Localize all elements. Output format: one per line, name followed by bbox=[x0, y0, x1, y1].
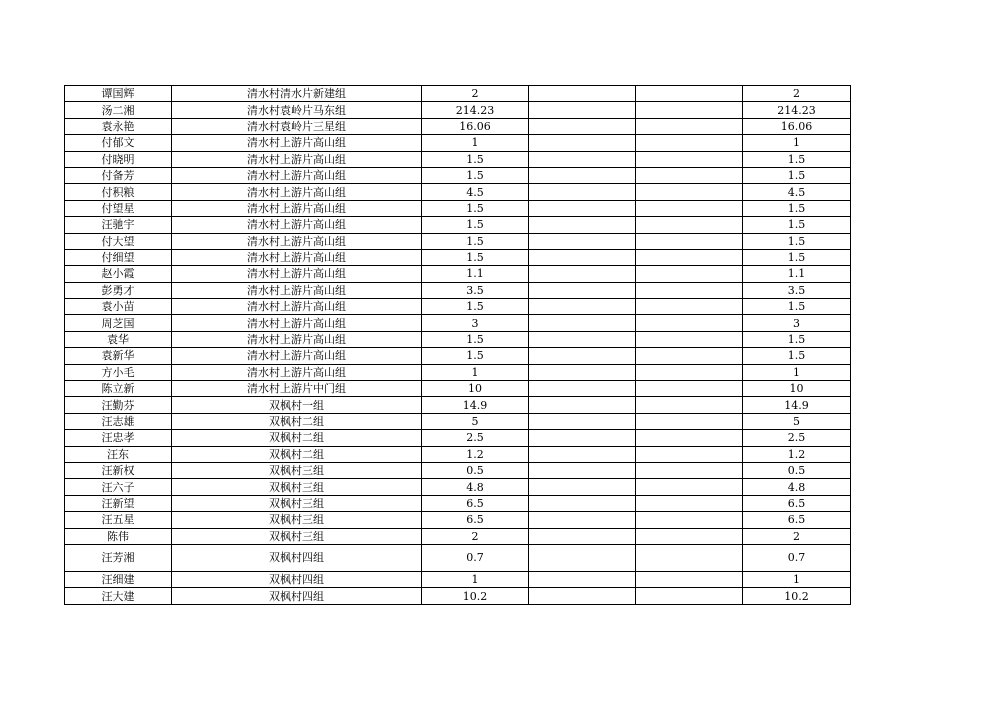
empty-cell bbox=[529, 184, 636, 200]
empty-cell bbox=[636, 118, 743, 134]
table-row bbox=[65, 479, 851, 495]
total-cell: 1 bbox=[743, 364, 851, 380]
value-cell: 6.5 bbox=[422, 512, 529, 528]
value-cell: 3.5 bbox=[422, 282, 529, 298]
name-cell: 付备芳 bbox=[65, 167, 172, 183]
name-cell: 汪忠孝 bbox=[65, 430, 172, 446]
name-cell: 汪五星 bbox=[65, 512, 172, 528]
location-cell: 双枫村四组 bbox=[172, 571, 422, 587]
name-cell: 赵小霞 bbox=[65, 266, 172, 282]
total-cell: 1.5 bbox=[743, 217, 851, 233]
empty-cell bbox=[529, 588, 636, 604]
empty-cell bbox=[529, 397, 636, 413]
table-row bbox=[65, 348, 851, 364]
value-cell: 5 bbox=[422, 413, 529, 429]
name-cell: 汪芳湘 bbox=[65, 544, 172, 571]
total-cell: 5 bbox=[743, 413, 851, 429]
name-cell: 汪细建 bbox=[65, 571, 172, 587]
name-cell: 付细望 bbox=[65, 249, 172, 265]
table-row bbox=[65, 86, 851, 102]
table-row bbox=[65, 315, 851, 331]
total-cell: 1.5 bbox=[743, 331, 851, 347]
table-row bbox=[65, 495, 851, 511]
value-cell: 1.5 bbox=[422, 299, 529, 315]
name-cell: 汪新望 bbox=[65, 495, 172, 511]
total-cell: 1.5 bbox=[743, 151, 851, 167]
empty-cell bbox=[529, 544, 636, 571]
location-cell: 双枫村三组 bbox=[172, 495, 422, 511]
total-cell: 214.23 bbox=[743, 102, 851, 118]
empty-cell bbox=[636, 446, 743, 462]
empty-cell bbox=[529, 462, 636, 478]
value-cell: 0.7 bbox=[422, 544, 529, 571]
total-cell: 0.7 bbox=[743, 544, 851, 571]
table-row bbox=[65, 381, 851, 397]
value-cell: 16.06 bbox=[422, 118, 529, 134]
empty-cell bbox=[529, 135, 636, 151]
total-cell: 4.8 bbox=[743, 479, 851, 495]
location-cell: 清水村上游片高山组 bbox=[172, 299, 422, 315]
empty-cell bbox=[636, 348, 743, 364]
empty-cell bbox=[636, 135, 743, 151]
total-cell: 10.2 bbox=[743, 588, 851, 604]
empty-cell bbox=[636, 544, 743, 571]
value-cell: 1.5 bbox=[422, 217, 529, 233]
location-cell: 清水村上游片高山组 bbox=[172, 184, 422, 200]
value-cell: 3 bbox=[422, 315, 529, 331]
empty-cell bbox=[529, 430, 636, 446]
total-cell: 1.5 bbox=[743, 348, 851, 364]
location-cell: 清水村上游片高山组 bbox=[172, 266, 422, 282]
total-cell: 10 bbox=[743, 381, 851, 397]
table-row bbox=[65, 151, 851, 167]
value-cell: 10 bbox=[422, 381, 529, 397]
empty-cell bbox=[529, 167, 636, 183]
empty-cell bbox=[529, 495, 636, 511]
name-cell: 付大望 bbox=[65, 233, 172, 249]
name-cell: 汤二湘 bbox=[65, 102, 172, 118]
empty-cell bbox=[636, 364, 743, 380]
empty-cell bbox=[636, 315, 743, 331]
total-cell: 6.5 bbox=[743, 512, 851, 528]
empty-cell bbox=[529, 381, 636, 397]
total-cell: 6.5 bbox=[743, 495, 851, 511]
name-cell: 陈立新 bbox=[65, 381, 172, 397]
empty-cell bbox=[636, 331, 743, 347]
empty-cell bbox=[529, 348, 636, 364]
name-cell: 方小毛 bbox=[65, 364, 172, 380]
table-row bbox=[65, 331, 851, 347]
location-cell: 清水村清水片新建组 bbox=[172, 86, 422, 102]
location-cell: 双枫村三组 bbox=[172, 462, 422, 478]
location-cell: 清水村上游片高山组 bbox=[172, 364, 422, 380]
value-cell: 1.5 bbox=[422, 151, 529, 167]
empty-cell bbox=[529, 528, 636, 544]
location-cell: 清水村上游片高山组 bbox=[172, 200, 422, 216]
empty-cell bbox=[636, 249, 743, 265]
empty-cell bbox=[529, 331, 636, 347]
value-cell: 2.5 bbox=[422, 430, 529, 446]
empty-cell bbox=[636, 282, 743, 298]
table-row bbox=[65, 282, 851, 298]
total-cell: 1.2 bbox=[743, 446, 851, 462]
total-cell: 1 bbox=[743, 135, 851, 151]
empty-cell bbox=[529, 479, 636, 495]
name-cell: 谭国辉 bbox=[65, 86, 172, 102]
empty-cell bbox=[636, 571, 743, 587]
name-cell: 汪志雄 bbox=[65, 413, 172, 429]
table-row bbox=[65, 571, 851, 587]
value-cell: 10.2 bbox=[422, 588, 529, 604]
value-cell: 1.5 bbox=[422, 200, 529, 216]
location-cell: 双枫村三组 bbox=[172, 512, 422, 528]
value-cell: 1.2 bbox=[422, 446, 529, 462]
table-row bbox=[65, 200, 851, 216]
empty-cell bbox=[529, 512, 636, 528]
data-table bbox=[64, 85, 851, 605]
name-cell: 付晓明 bbox=[65, 151, 172, 167]
empty-cell bbox=[529, 315, 636, 331]
name-cell: 付望星 bbox=[65, 200, 172, 216]
empty-cell bbox=[529, 446, 636, 462]
table-row bbox=[65, 588, 851, 604]
location-cell: 清水村上游片中门组 bbox=[172, 381, 422, 397]
total-cell: 3 bbox=[743, 315, 851, 331]
location-cell: 清水村上游片高山组 bbox=[172, 233, 422, 249]
location-cell: 双枫村三组 bbox=[172, 528, 422, 544]
empty-cell bbox=[529, 233, 636, 249]
table-row bbox=[65, 430, 851, 446]
name-cell: 付郁文 bbox=[65, 135, 172, 151]
total-cell: 1.5 bbox=[743, 233, 851, 249]
empty-cell bbox=[529, 217, 636, 233]
name-cell: 汪勤芬 bbox=[65, 397, 172, 413]
value-cell: 1 bbox=[422, 135, 529, 151]
empty-cell bbox=[636, 167, 743, 183]
empty-cell bbox=[636, 217, 743, 233]
table-row bbox=[65, 233, 851, 249]
location-cell: 双枫村二组 bbox=[172, 413, 422, 429]
empty-cell bbox=[636, 430, 743, 446]
name-cell: 汪大建 bbox=[65, 588, 172, 604]
empty-cell bbox=[636, 86, 743, 102]
value-cell: 1 bbox=[422, 364, 529, 380]
name-cell: 汪驰宇 bbox=[65, 217, 172, 233]
table-row bbox=[65, 544, 851, 571]
table-row bbox=[65, 184, 851, 200]
table-row bbox=[65, 364, 851, 380]
empty-cell bbox=[636, 200, 743, 216]
location-cell: 双枫村二组 bbox=[172, 446, 422, 462]
total-cell: 1.5 bbox=[743, 249, 851, 265]
empty-cell bbox=[636, 233, 743, 249]
total-cell: 1.1 bbox=[743, 266, 851, 282]
empty-cell bbox=[636, 495, 743, 511]
name-cell: 彭勇才 bbox=[65, 282, 172, 298]
value-cell: 2 bbox=[422, 86, 529, 102]
value-cell: 4.8 bbox=[422, 479, 529, 495]
value-cell: 1.5 bbox=[422, 167, 529, 183]
name-cell: 袁华 bbox=[65, 331, 172, 347]
total-cell: 1.5 bbox=[743, 167, 851, 183]
total-cell: 1 bbox=[743, 571, 851, 587]
value-cell: 1.5 bbox=[422, 331, 529, 347]
value-cell: 1.5 bbox=[422, 249, 529, 265]
location-cell: 双枫村三组 bbox=[172, 479, 422, 495]
empty-cell bbox=[636, 413, 743, 429]
value-cell: 1.5 bbox=[422, 348, 529, 364]
name-cell: 汪六子 bbox=[65, 479, 172, 495]
empty-cell bbox=[529, 200, 636, 216]
total-cell: 4.5 bbox=[743, 184, 851, 200]
table-body bbox=[65, 86, 851, 605]
table-row bbox=[65, 397, 851, 413]
name-cell: 陈伟 bbox=[65, 528, 172, 544]
value-cell: 14.9 bbox=[422, 397, 529, 413]
location-cell: 清水村袁岭片马东组 bbox=[172, 102, 422, 118]
empty-cell bbox=[636, 102, 743, 118]
value-cell: 4.5 bbox=[422, 184, 529, 200]
table-row bbox=[65, 299, 851, 315]
table-row bbox=[65, 135, 851, 151]
value-cell: 1.1 bbox=[422, 266, 529, 282]
location-cell: 清水村上游片高山组 bbox=[172, 282, 422, 298]
value-cell: 1 bbox=[422, 571, 529, 587]
location-cell: 清水村袁岭片三星组 bbox=[172, 118, 422, 134]
location-cell: 双枫村二组 bbox=[172, 430, 422, 446]
table-row bbox=[65, 512, 851, 528]
empty-cell bbox=[636, 184, 743, 200]
empty-cell bbox=[636, 512, 743, 528]
empty-cell bbox=[529, 151, 636, 167]
location-cell: 清水村上游片高山组 bbox=[172, 167, 422, 183]
empty-cell bbox=[636, 479, 743, 495]
location-cell: 双枫村四组 bbox=[172, 544, 422, 571]
empty-cell bbox=[529, 571, 636, 587]
total-cell: 3.5 bbox=[743, 282, 851, 298]
location-cell: 双枫村四组 bbox=[172, 588, 422, 604]
empty-cell bbox=[529, 299, 636, 315]
table-row bbox=[65, 528, 851, 544]
name-cell: 周芝国 bbox=[65, 315, 172, 331]
location-cell: 清水村上游片高山组 bbox=[172, 348, 422, 364]
total-cell: 2 bbox=[743, 528, 851, 544]
table-row bbox=[65, 266, 851, 282]
table-row bbox=[65, 217, 851, 233]
empty-cell bbox=[529, 266, 636, 282]
location-cell: 双枫村一组 bbox=[172, 397, 422, 413]
empty-cell bbox=[529, 102, 636, 118]
name-cell: 汪东 bbox=[65, 446, 172, 462]
table-row bbox=[65, 446, 851, 462]
name-cell: 付积粮 bbox=[65, 184, 172, 200]
total-cell: 16.06 bbox=[743, 118, 851, 134]
value-cell: 2 bbox=[422, 528, 529, 544]
table-row bbox=[65, 413, 851, 429]
table-row bbox=[65, 249, 851, 265]
empty-cell bbox=[636, 299, 743, 315]
total-cell: 2.5 bbox=[743, 430, 851, 446]
name-cell: 袁永艳 bbox=[65, 118, 172, 134]
empty-cell bbox=[529, 413, 636, 429]
value-cell: 1.5 bbox=[422, 233, 529, 249]
location-cell: 清水村上游片高山组 bbox=[172, 217, 422, 233]
empty-cell bbox=[636, 381, 743, 397]
table-row bbox=[65, 102, 851, 118]
location-cell: 清水村上游片高山组 bbox=[172, 135, 422, 151]
total-cell: 1.5 bbox=[743, 299, 851, 315]
location-cell: 清水村上游片高山组 bbox=[172, 331, 422, 347]
total-cell: 1.5 bbox=[743, 200, 851, 216]
total-cell: 14.9 bbox=[743, 397, 851, 413]
name-cell: 汪新权 bbox=[65, 462, 172, 478]
empty-cell bbox=[529, 86, 636, 102]
location-cell: 清水村上游片高山组 bbox=[172, 151, 422, 167]
total-cell: 2 bbox=[743, 86, 851, 102]
value-cell: 214.23 bbox=[422, 102, 529, 118]
empty-cell bbox=[636, 397, 743, 413]
empty-cell bbox=[636, 588, 743, 604]
total-cell: 0.5 bbox=[743, 462, 851, 478]
empty-cell bbox=[529, 118, 636, 134]
empty-cell bbox=[636, 266, 743, 282]
empty-cell bbox=[529, 364, 636, 380]
name-cell: 袁小苗 bbox=[65, 299, 172, 315]
value-cell: 0.5 bbox=[422, 462, 529, 478]
location-cell: 清水村上游片高山组 bbox=[172, 315, 422, 331]
table-row bbox=[65, 167, 851, 183]
empty-cell bbox=[636, 462, 743, 478]
empty-cell bbox=[529, 282, 636, 298]
location-cell: 清水村上游片高山组 bbox=[172, 249, 422, 265]
table-row bbox=[65, 118, 851, 134]
table-row bbox=[65, 462, 851, 478]
empty-cell bbox=[636, 151, 743, 167]
empty-cell bbox=[529, 249, 636, 265]
empty-cell bbox=[636, 528, 743, 544]
name-cell: 袁新华 bbox=[65, 348, 172, 364]
value-cell: 6.5 bbox=[422, 495, 529, 511]
